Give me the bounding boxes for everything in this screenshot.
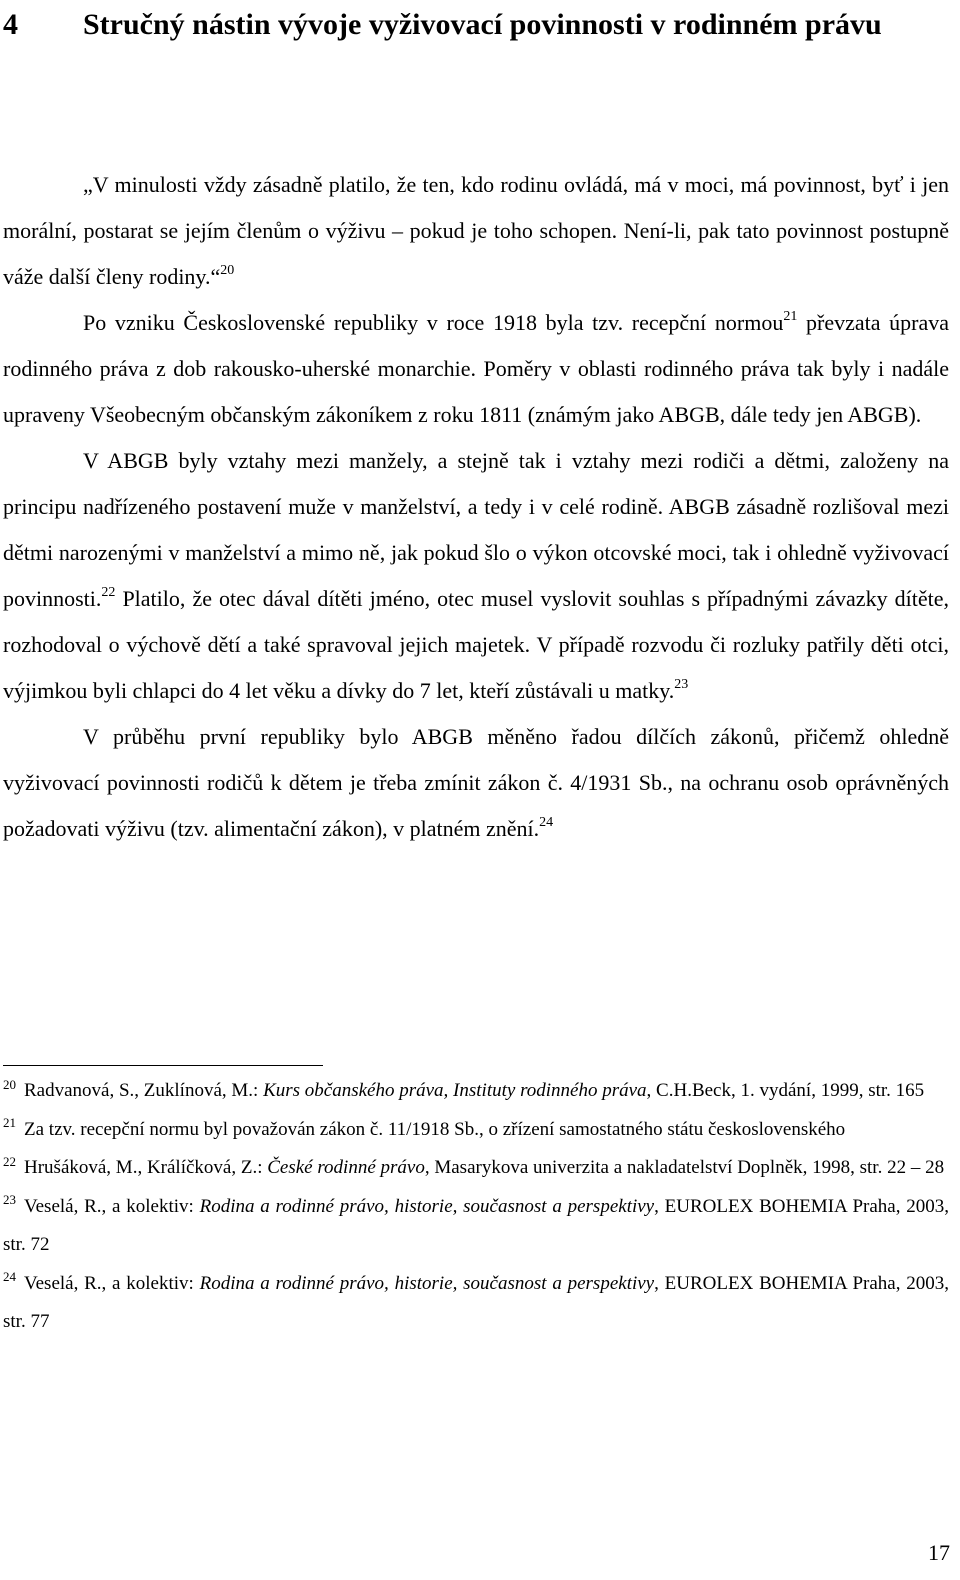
paragraph-text: „V minulosti vždy zásadně platilo, že ten, kdo rodinu ovládá, má v moci, má povinnost, byť i jen morální, postarat se jejím členům o výživu – pokud je toho schopen. Není-li, pak tato povinnost postupně váže další členy rodiny.“: [3, 172, 949, 289]
footnote-ref[interactable]: 24: [539, 815, 554, 831]
paragraph-text: V průběhu první republiky bylo ABGB měněno řadou dílčích zákonů, přičemž ohledně vyživovací povinnosti rodičů k dětem je třeba zmínit zákon č. 4/1931 Sb., na ochranu osob oprávněných požadovati výživu (tzv. alimentační zákon), v platném znění.: [3, 724, 949, 841]
footnote-title: Rodina a rodinné právo, historie, současnost a perspektivy: [199, 1272, 655, 1294]
footnote-number: 21: [3, 1115, 16, 1131]
paragraph: [3, 714, 949, 852]
footnote-text: Hrušáková, M., Králíčková, Z.:: [24, 1157, 268, 1178]
footnote: [3, 1188, 949, 1265]
footnote-text: , C.H.Beck, 1. vydání, 1999, str. 165: [646, 1080, 925, 1101]
footnote-text: Veselá, R., a kolektiv:: [24, 1195, 200, 1217]
footnote-text: , EUROLEX BOHEMIA Praha, 2003, str. 77: [3, 1272, 950, 1332]
page-number: 17: [928, 1540, 950, 1565]
footnote-ref[interactable]: 21: [783, 309, 798, 325]
paragraph: [3, 162, 949, 300]
footnote-text: Za tzv. recepční normu byl považován zákon č. 11/1918 Sb., o zřízení samostatného státu československého: [24, 1118, 846, 1140]
paragraph: [3, 300, 949, 438]
body-text: [3, 162, 949, 852]
footnote: [3, 1072, 949, 1111]
footnote: [3, 1265, 949, 1342]
footnote-text: , EUROLEX BOHEMIA Praha, 2003, str. 72: [3, 1195, 950, 1255]
footnote-separator: [3, 1065, 323, 1066]
footnote: [3, 1149, 949, 1188]
footnotes: [3, 1072, 949, 1342]
paragraph: [3, 438, 949, 714]
footnote-title: Kurs občanského práva, Instituty rodinného práva: [263, 1080, 647, 1101]
paragraph-text: V ABGB byly vztahy mezi manžely, a stejně tak i vztahy mezi rodiči a dětmi, založeny na principu nadřízeného postavení muže v manželství, a tedy i v celé rodině. ABGB zásadně rozlišoval mezi dětmi narozenými v manželství a mimo ně, jak pokud šlo o výkon otcovské moci, tak i ohledně vyživovací povinnosti.: [3, 448, 949, 611]
footnote-text: Radvanová, S., Zuklínová, M.:: [24, 1080, 264, 1101]
footnote-number: 24: [3, 1269, 16, 1285]
paragraph-text: Platilo, že otec dával dítěti jméno, otec musel vyslovit souhlas s případnými závazky dítěte, rozhodoval o výchově dětí a také spravoval jejich majetek. V případě rozvodu či rozluky patřily děti otci, výjimkou byli chlapci do 4 let věku a dívky do 7 let, kteří zůstávali u matky.: [3, 586, 949, 703]
paragraph-text: převzata úprava rodinného práva z dob rakousko-uherské monarchie. Poměry v oblasti rodinného práva tak byly i nadále upraveny Všeobecným občanským zákoníkem z roku 1811 (známým jako ABGB, dále tedy jen ABGB).: [3, 310, 950, 427]
footnote-title: Rodina a rodinné právo, historie, současnost a perspektivy: [199, 1195, 655, 1217]
footnote-number: 23: [3, 1192, 16, 1208]
footnote-text: Veselá, R., a kolektiv:: [24, 1272, 200, 1294]
footnote-number: 20: [3, 1076, 16, 1092]
chapter-number: 4: [3, 8, 18, 41]
footnote-text: , Masarykova univerzita a nakladatelství Doplněk, 1998, str. 22 – 28: [424, 1157, 945, 1178]
footnote: [3, 1111, 949, 1150]
footnote-number: 22: [3, 1153, 16, 1169]
paragraph-text: Po vzniku Československé republiky v roce 1918 byla tzv. recepční normou: [83, 310, 784, 335]
footnote-ref[interactable]: 20: [220, 263, 235, 279]
footnote-ref[interactable]: 22: [101, 585, 116, 601]
chapter-title: Stručný nástin vývoje vyživovací povinnosti v rodinném právu: [83, 8, 882, 41]
footnote-ref[interactable]: 23: [674, 677, 689, 693]
footnote-title: České rodinné právo: [267, 1157, 425, 1178]
